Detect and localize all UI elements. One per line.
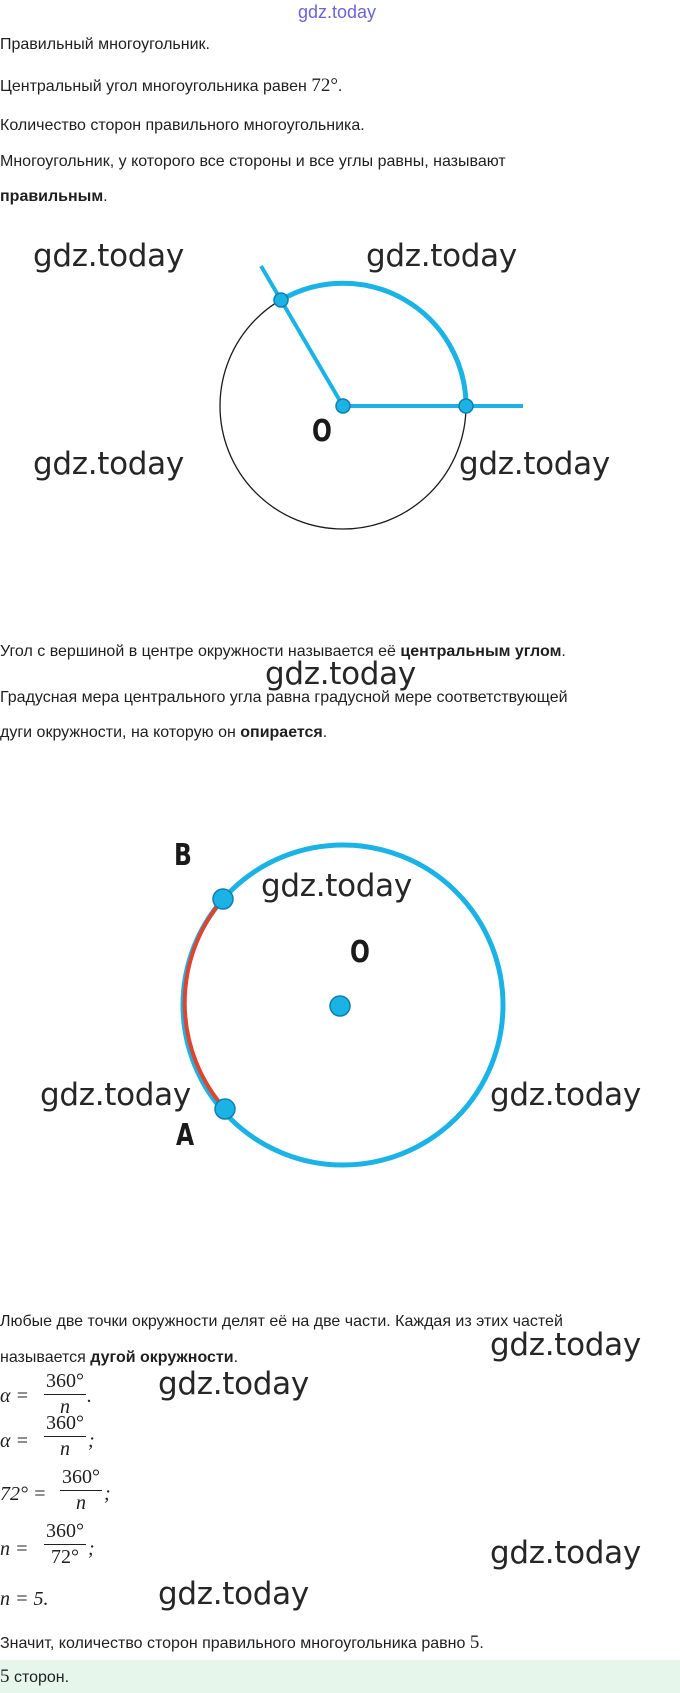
formula-step3-end: ; — [104, 1483, 111, 1505]
arc-def-line1: Любые две точки окружности делят её на две части. Каждая из этих частей — [0, 1313, 563, 1330]
numerator: 360° — [46, 1520, 84, 1542]
definition-line1: Многоугольник, у которого все стороны и все углы равны, называют — [0, 153, 506, 170]
answer-label: сторон. — [9, 1669, 70, 1686]
given-value: 72° — [311, 75, 338, 96]
formula-step4-end: ; — [88, 1538, 95, 1560]
central-angle-end: . — [561, 643, 566, 660]
formula-step5: n = 5. — [0, 1588, 49, 1610]
center-label-o: O — [312, 414, 332, 449]
central-angle-line3-bold: опирается — [240, 724, 323, 741]
answer-text — [0, 1667, 69, 1688]
conclusion-label: Значит, количество сторон правильного многоугольника равно — [0, 1635, 470, 1652]
given-label: Центральный угол многоугольника равен — [0, 78, 312, 95]
intersection-point-left — [274, 293, 288, 307]
label-o: O — [350, 935, 370, 970]
conclusion-end: . — [479, 1635, 484, 1652]
formula-step4-fraction — [44, 1520, 86, 1569]
formula-step3-left: 72° = — [0, 1483, 47, 1505]
arc-def-text: называется — [0, 1349, 91, 1366]
watermark: gdz.today — [490, 1327, 641, 1363]
watermark: gdz.today — [366, 238, 517, 274]
arc-def-end: . — [233, 1349, 239, 1366]
denominator: 72° — [51, 1546, 79, 1568]
watermark: gdz.today — [261, 868, 412, 904]
central-angle-line3-text: дуги окружности, на которую он — [0, 724, 241, 741]
denominator: n — [76, 1492, 86, 1514]
definition-end: . — [103, 188, 108, 205]
intersection-point-right — [459, 399, 473, 413]
formula-step2-end: ; — [88, 1430, 95, 1452]
numerator: 360° — [46, 1370, 84, 1392]
formula-step2-left: α = — [0, 1430, 29, 1452]
formula-step2-fraction — [44, 1412, 86, 1461]
center-point — [336, 399, 350, 413]
central-angle-line2: Градусная мера центрального угла равна градусной мере соответствующей — [0, 689, 568, 706]
watermark: gdz.today — [40, 1077, 191, 1113]
formula-step4-left: n = — [0, 1538, 29, 1560]
answer-box — [0, 1660, 680, 1693]
watermark: gdz.today — [265, 656, 416, 692]
arc-def-line2 — [0, 1348, 238, 1368]
arc-def-bold: дугой окружности — [90, 1349, 234, 1366]
point-a — [215, 1099, 235, 1119]
denominator: n — [60, 1396, 70, 1418]
central-angle-line3 — [0, 723, 327, 743]
formula-step3-fraction — [60, 1466, 102, 1515]
site-watermark-link[interactable]: gdz.today — [298, 2, 377, 22]
central-angle-bold: центральным углом — [400, 643, 562, 660]
given-end: . — [337, 78, 343, 95]
denominator: n — [60, 1438, 70, 1460]
watermark: gdz.today — [33, 238, 184, 274]
ray-left — [261, 266, 343, 406]
definition-line2 — [0, 187, 108, 207]
center-point — [330, 996, 350, 1016]
formula-step1-end: . — [87, 1385, 92, 1407]
watermark: gdz.today — [33, 446, 184, 482]
given-text — [0, 76, 342, 97]
watermark: gdz.today — [490, 1535, 641, 1571]
definition-bold: правильным — [0, 188, 104, 205]
watermark: gdz.today — [158, 1366, 309, 1402]
label-a: A — [176, 1118, 195, 1153]
watermark: gdz.today — [459, 446, 610, 482]
point-b — [213, 889, 233, 909]
formula-step1-left: α = — [0, 1385, 29, 1407]
title-text: Правильный многоугольник. — [0, 36, 210, 53]
conclusion-text — [0, 1633, 484, 1654]
watermark: gdz.today — [158, 1576, 309, 1612]
central-angle-text: Угол с вершиной в центре окружности называется её — [0, 643, 401, 660]
numerator: 360° — [62, 1466, 100, 1488]
numerator: 360° — [46, 1412, 84, 1434]
central-angle-line3-end: . — [322, 724, 328, 741]
label-b: B — [174, 838, 192, 873]
question-text: Количество сторон правильного многоугольника. — [0, 117, 365, 134]
conclusion-value: 5 — [469, 1632, 480, 1653]
watermark: gdz.today — [490, 1077, 641, 1113]
answer-value: 5 — [0, 1666, 10, 1687]
